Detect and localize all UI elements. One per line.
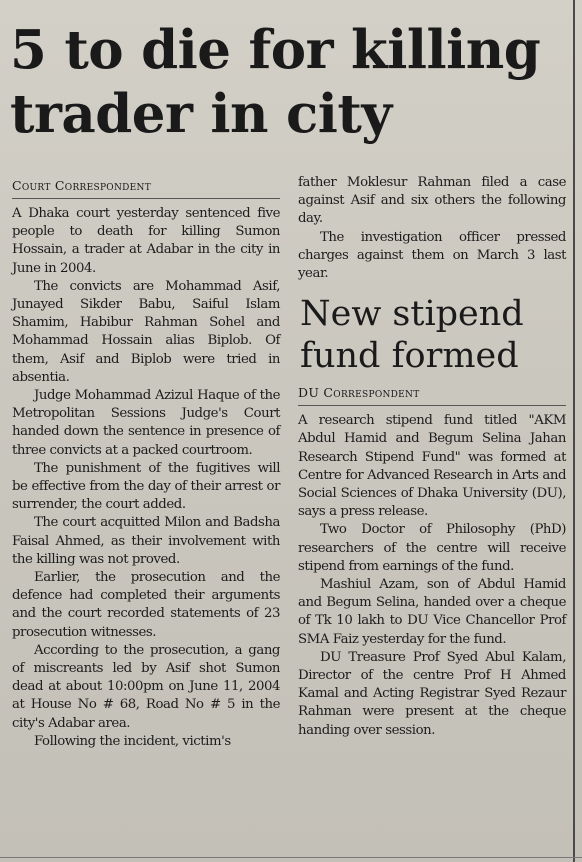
byline: DU Correspondent (298, 385, 566, 406)
paragraph: The investigation officer pressed charges against them on March 3 last year. (298, 229, 566, 282)
paragraph: The court acquitted Milon and Badsha Faisal Ahmed, as their involvement with the killing was not proved. (12, 515, 280, 567)
paragraph: Mashiul Azam, son of Abdul Hamid and Begum Selina, handed over a cheque of Tk 10 lakh to DU Vice Chancellor Prof SMA Faiz yesterday for the fund. (298, 577, 566, 647)
column-rule (573, 0, 575, 862)
paragraph: A Dhaka court yesterday sentenced five people to death for killing Sumon Hossain, a trader at Adabar in the city in June in 2004. (12, 206, 280, 276)
bottom-rule (0, 857, 582, 858)
headline-line-1: 5 to die for killing (10, 19, 541, 81)
sub-headline-line-2: fund formed (300, 336, 519, 377)
right-column (298, 174, 566, 740)
second-article-headline (300, 293, 566, 377)
headline-line-2: trader in city (10, 83, 392, 145)
paragraph: DU Treasure Prof Syed Abul Kalam, Director of the centre Prof H Ahmed Kamal and Acting Registrar Syed Rezaur Rahman were present at the cheque handing over session. (298, 649, 566, 738)
sub-headline-line-1: New stipend (300, 294, 524, 335)
paragraph: Judge Mohammad Azizul Haque of the Metropolitan Sessions Judge's Court handed down the sentence in presence of three convicts at a packed courtroom. (12, 388, 280, 458)
paragraph: Following the incident, victim's (34, 733, 231, 749)
paragraph: The convicts are Mohammad Asif, Junayed Sikder Babu, Saiful Islam Shamim, Habibur Rahman Sohel and Mohammad Hossain alias Biplob. Of them, Asif and Biplob were tried in absentia. (12, 278, 280, 385)
article-headline (10, 18, 550, 146)
paragraph: father Moklesur Rahman filed a case against Asif and six others the following day. (298, 175, 566, 227)
byline: Court Correspondent (12, 178, 280, 199)
paragraph: Two Doctor of Philosophy (PhD) researchers of the centre will receive stipend from earnings of the fund. (298, 522, 566, 574)
paragraph: The punishment of the fugitives will be effective from the day of their arrest or surrender, the court added. (12, 460, 280, 513)
paragraph: According to the prosecution, a gang of miscreants led by Asif shot Sumon dead at about 10:00pm on June 11, 2004 at House No # 68, Road No # 5 in the city's Adabar area. (12, 642, 280, 731)
paragraph: Earlier, the prosecution and the defence had completed their arguments and the court recorded statements of 23 prosecution witnesses. (12, 570, 280, 640)
paragraph: A research stipend fund titled "AKM Abdul Hamid and Begum Selina Jahan Research Stipend Fund" was formed at Centre for Advanced Research in Arts and Social Sciences of Dhaka University (DU), says a press release. (298, 413, 566, 520)
left-column (12, 178, 280, 751)
